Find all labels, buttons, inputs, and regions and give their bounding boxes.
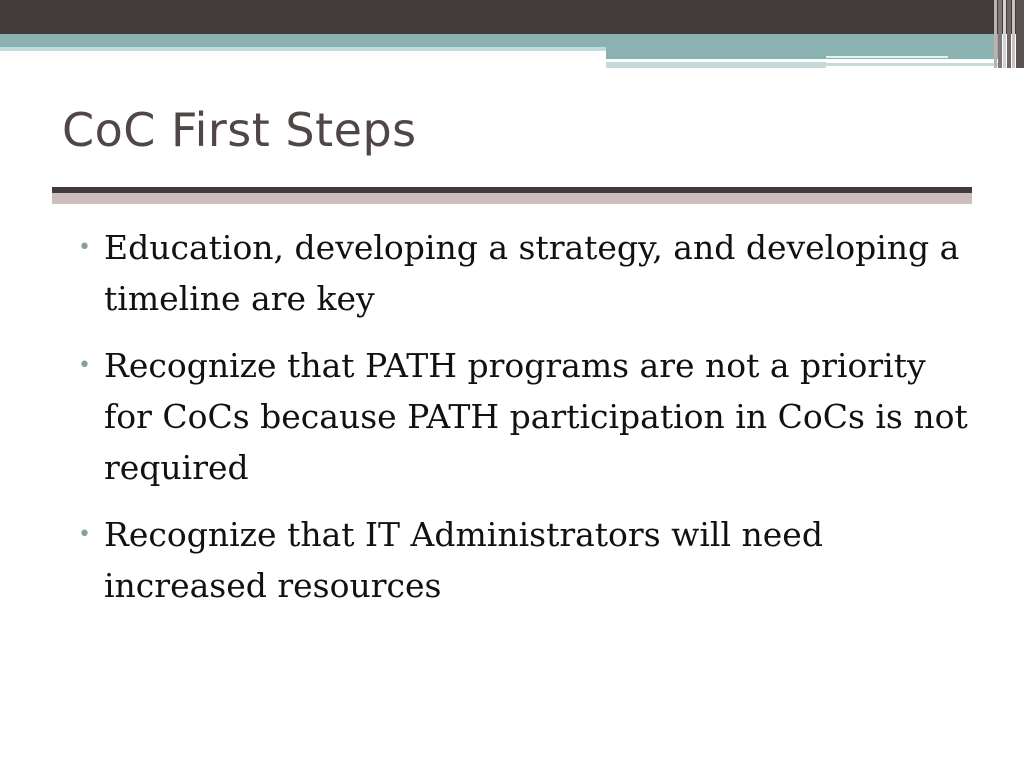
bullet-text: Recognize that IT Administrators will need increased resources: [104, 515, 823, 605]
bullet-text: Education, developing a strategy, and developing a timeline are key: [104, 228, 960, 318]
header-banner-teal-light: [0, 47, 606, 51]
bullet-dot-icon: •: [78, 353, 91, 378]
header-vertical-stripe: [1007, 0, 1011, 68]
bullet-text: Recognize that PATH programs are not a priority for CoCs because PATH participation in CoCs is not required: [104, 346, 968, 487]
bullet-list: [74, 222, 974, 627]
header-banner-teal: [0, 34, 1000, 47]
bullet-dot-icon: •: [78, 522, 91, 547]
bullet-item: [74, 222, 974, 324]
slide-title: CoC First Steps: [62, 103, 417, 157]
bullet-dot-icon: •: [78, 235, 91, 260]
header-vertical-stripe: [1016, 0, 1024, 68]
bullet-item: [74, 340, 974, 493]
header-vertical-stripe: [1003, 0, 1006, 68]
header-vertical-stripe: [1012, 0, 1015, 68]
header-banner-line: [606, 62, 826, 68]
header-vertical-stripe: [998, 0, 1002, 68]
header-banner-dark: [0, 0, 1024, 34]
header-vertical-stripe: [994, 0, 997, 68]
header-banner-line: [826, 63, 1000, 66]
bullet-item: [74, 509, 974, 611]
title-divider-light: [52, 193, 972, 204]
header-banner-line: [826, 56, 948, 58]
